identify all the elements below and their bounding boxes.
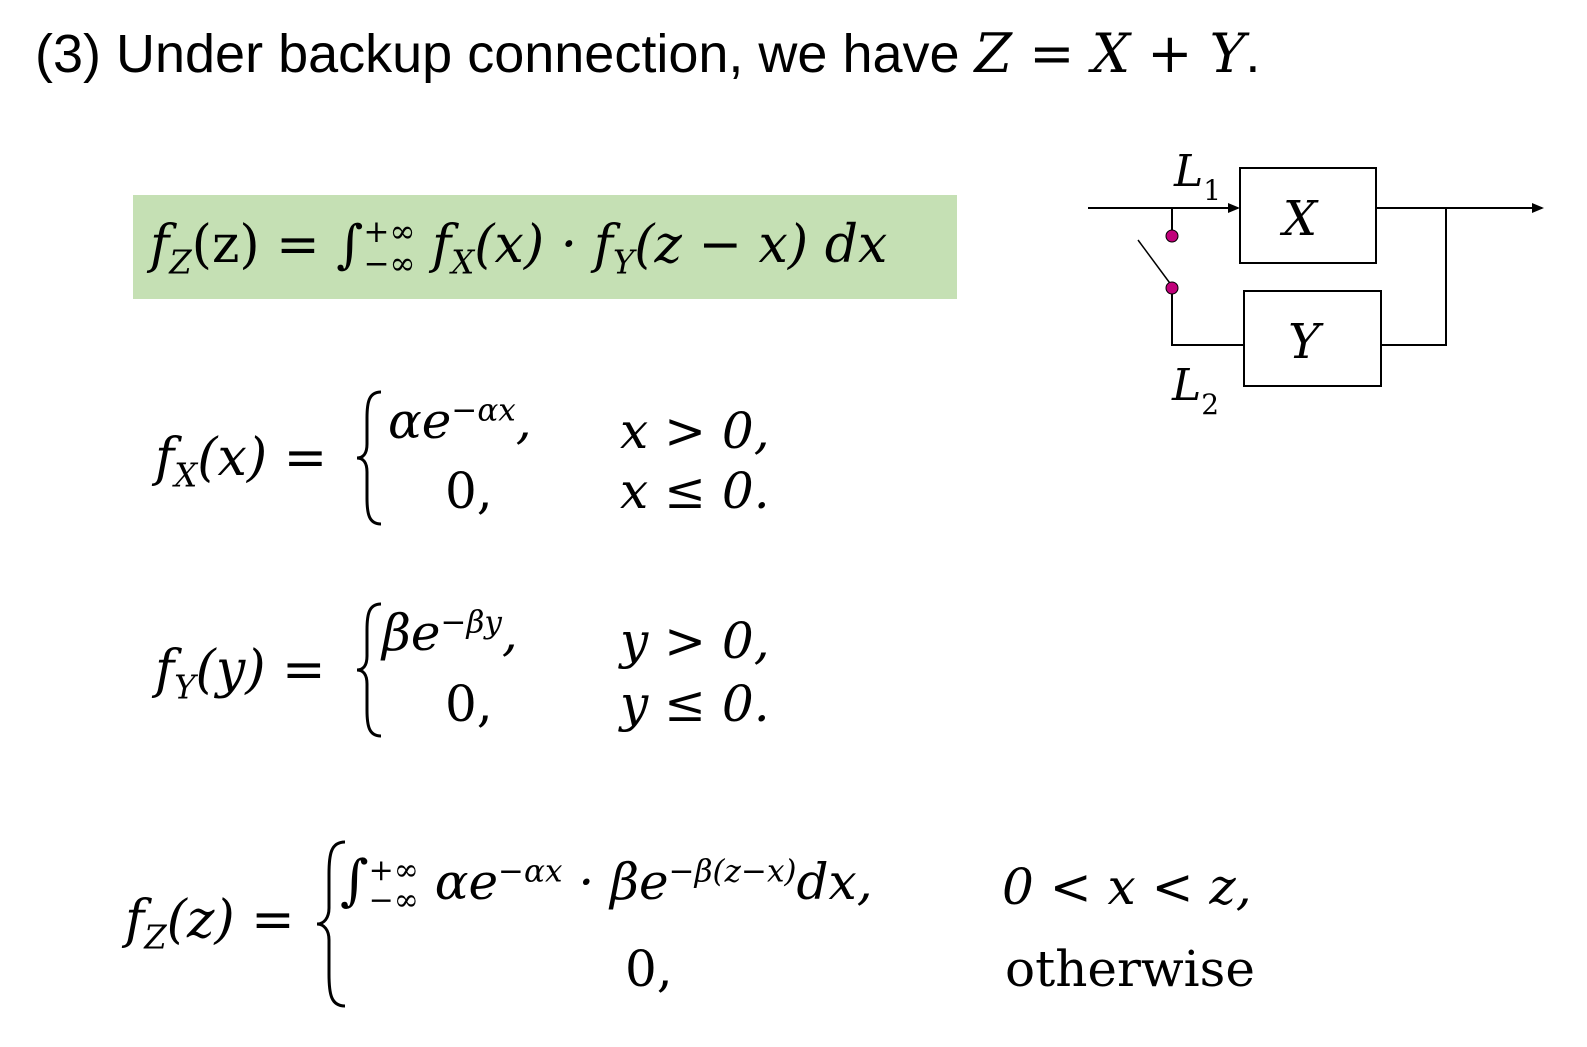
fy-brace (355, 600, 385, 740)
backup-connection-diagram (1080, 140, 1560, 430)
fx-case2-cond: x ≤ 0. (620, 462, 770, 520)
fx-case1-cond: x > 0, (620, 402, 770, 460)
integral-sign: ∫ (340, 848, 369, 912)
label-l1: $L_1$ (1174, 146, 1222, 207)
fy-lhs: $f_Y(y)$ = (155, 640, 326, 707)
fx-case2-value: 0, (445, 462, 493, 520)
label-l2: $L_2$ (1172, 360, 1220, 421)
heading-period: . (1245, 24, 1261, 84)
box-y-label: Y (1288, 314, 1320, 370)
convolution-formula: $f_Z(z)$ = ∫ +∞ −∞ $f_X(x) \cdot f_Y(z - x)$ dx (150, 214, 888, 282)
integral-limits: +∞ −∞ (363, 214, 416, 282)
fz-case2-value: 0, (625, 940, 673, 998)
heading-text: (3) Under backup connection, we have (35, 24, 975, 84)
y-output-wire (1381, 208, 1446, 345)
fz-case1-cond: 0 < x < z, (1002, 858, 1252, 916)
fx-brace (355, 388, 385, 528)
switch-contact-bottom-icon (1166, 282, 1178, 294)
integral-limits: +∞ −∞ (368, 853, 419, 918)
integral-sign: ∫ (336, 215, 364, 275)
fx-lhs: $f_X(x)$ = (155, 428, 328, 495)
switch-contact-top-icon (1166, 230, 1178, 242)
fz-case2-cond: otherwise (1005, 940, 1255, 998)
switch-blade (1138, 240, 1172, 286)
heading-formula: Z = X + Y (974, 22, 1246, 85)
fy-case2-cond: y ≤ 0. (620, 675, 770, 733)
fz-case1-value: ∫ +∞ −∞ $\alpha e^{-\alpha x} \cdot \beta e^{-\beta(z-x)}dx$, (340, 848, 873, 918)
fy-case2-value: 0, (445, 675, 493, 733)
fy-case1-cond: y > 0, (620, 612, 770, 670)
heading (35, 22, 1260, 85)
fy-case1-value: $\beta e^{-\beta y}$, (382, 604, 518, 662)
fx-case1-value: $\alpha e^{-\alpha x}$, (388, 392, 532, 450)
box-x-label: X (1282, 191, 1318, 247)
fz-lhs: $f_Z(z)$ = (125, 890, 295, 957)
switch-lead-bottom (1172, 288, 1244, 345)
